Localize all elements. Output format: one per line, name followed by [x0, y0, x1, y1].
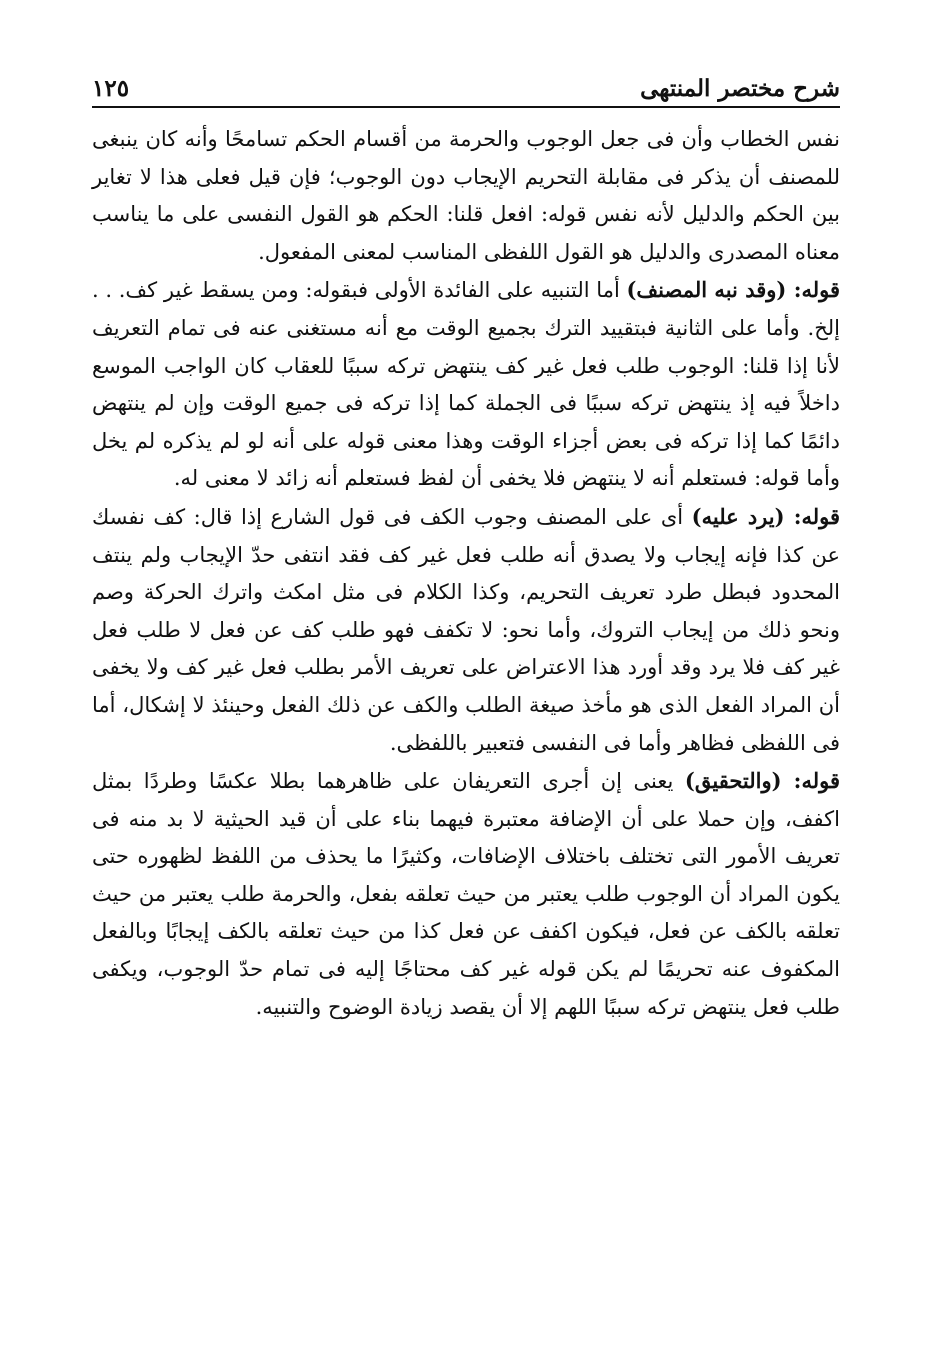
paragraph-1-text: نفس الخطاب وأن فى جعل الوجوب والحرمة من أقسام الحكم تسامحًا وأنه كان ينبغى للمصنف أن يذكر فى مقابلة التحريم الإيجاب دون الوجوب؛ فإن قيل فعلى هذا لا تغاير بين الحكم والدليل لأنه نفس قوله: افعل قلنا: الحكم هو القول النفسى على ما يناسب معناه المصدرى والدليل هو القول اللفظى المناسب لمعنى المفعول.: [92, 127, 840, 264]
paragraph-2-lead: قوله: (وقد نبه المصنف): [626, 277, 840, 303]
paragraph-2: [92, 271, 840, 498]
body-text: [92, 120, 840, 1026]
page-number: ١٢٥: [92, 75, 130, 102]
paragraph-3: [92, 498, 840, 762]
paragraph-3-text: أى على المصنف وجوب الكف فى قول الشارع إذا قال: كف نفسك عن كذا فإنه إيجاب ولا يصدق أنه طلب فعل غير كف فقد انتفى حدّ الإيجاب ولم ينتف المحدود فبطل طرد تعريف التحريم، وكذا الكلام فى مثل امكث واترك الحركة وصم ونحو ذلك من إيجاب التروك، وأما نحو: لا تكفف فهو طلب كف عن فعل لا طلب فعل غير كف فلا يرد وقد أورد هذا الاعتراض على تعريف الأمر بطلب فعل غير كف ولا يخفى أن المراد الفعل الذى هو مأخذ صيغة الطلب والكف عن ذلك الفعل وحينئذ لا إشكال، أما فى اللفظى فظاهر وأما فى النفسى فتعبير باللفظى.: [92, 504, 840, 755]
paragraph-4-text: يعنى إن أجرى التعريفان على ظاهرهما بطلا عكسًا وطردًا بمثل اكفف، وإن حملا على أن الإضافة معتبرة فيهما بناء على أن قيد الحيثية لا بد منه فى تعريف الأمور التى تختلف باختلاف الإضافات، وكثيرًا ما يحذف من اللفظ لظهوره حتى يكون المراد أن الوجوب طلب يعتبر من حيث تعلقه بفعل، والحرمة طلب يعتبر من حيث تعلقه بالكف عن فعل، فيكون اكفف عن فعل كذا من حيث تعلقه بالكف إيجابًا وبالفعل المكفوف عنه تحريمًا لم يكن قوله غير كف محتاجًا إليه فى تمام حدّ الوجوب، ويكفى طلب فعل ينتهض تركه سببًا اللهم إلا أن يقصد زيادة الوضوح والتنبيه.: [92, 769, 840, 1019]
paragraph-1: [92, 120, 840, 271]
paragraph-4-lead: قوله: (والتحقيق): [684, 768, 840, 794]
page-header: [92, 66, 840, 108]
running-title: شرح مختصر المنتهى: [640, 75, 840, 102]
paragraph-4: [92, 762, 840, 1026]
paragraph-2-text: أما التنبيه على الفائدة الأولى فبقوله: ومن يسقط غير كف. . . إلخ. وأما على الثانية فبتقييد الترك بجميع الوقت مع أنه مستغنى عنه فى تمام التعريف لأنا إذا قلنا: الوجوب طلب فعل غير كف ينتهض تركه سببًا للعقاب كان الواجب الموسع داخلاً فيه إذ ينتهض تركه سببًا فى الجملة كما إذا تركه فى جميع الوقت وإن لم ينتهض دائمًا كما إذا تركه فى بعض أجزاء الوقت وهذا معنى قوله على أنه لو لم يذكره لم يخل وأما قوله: فستعلم أنه لا ينتهض فلا يخفى أن لفظ فستعلم أنه زائد لا معنى له.: [92, 278, 841, 491]
paragraph-3-lead: قوله: (يرد عليه): [691, 503, 841, 529]
